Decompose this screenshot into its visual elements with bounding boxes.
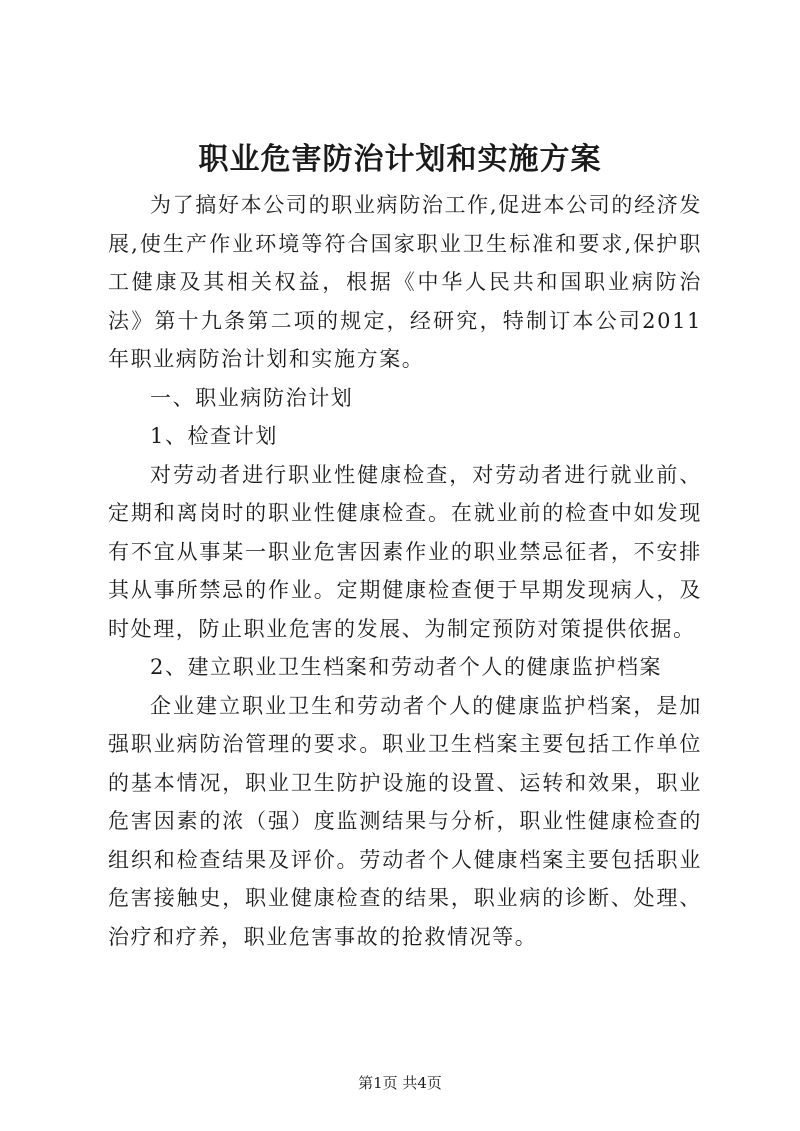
subsection-heading-2: 2、建立职业卫生档案和劳动者个人的健康监护档案 (150, 655, 663, 679)
checkup-paragraph: 对劳动者进行职业性健康检查，对劳动者进行就业前、定期和离岗时的职业性健康检查。在就业前的检查中如发现有不宜从事某一职业危害因素作业的职业禁忌征者，不安排其从事所禁忌的作业。定期健康检查便于早期发现病人，及时处理，防止职业危害的发展、为制定预防对策提供依据。 (108, 462, 702, 641)
page-footer: 第1页 共4页 (358, 1074, 442, 1092)
intro-paragraph: 为了搞好本公司的职业病防治工作,促进本公司的经济发展,使生产作业环境等符合国家职业卫生标准和要求,保护职工健康及其相关权益，根据《中华人民共和国职业病防治法》第十九条第二项的规定，经研究，特制订本公司2011年职业病防治计划和实施方案。 (108, 193, 702, 371)
section-heading-1: 一、职业病防治计划 (150, 385, 354, 410)
document-body (108, 186, 702, 956)
subsection-heading-1: 1、检查计划 (150, 424, 278, 448)
document-title: 职业危害防治计划和实施方案 (198, 142, 602, 177)
records-paragraph: 企业建立职业卫生和劳动者个人的健康监护档案，是加强职业病防治管理的要求。职业卫生档案主要包括工作单位的基本情况，职业卫生防护设施的设置、运转和效果，职业危害因素的浓（强）度监测结果与分析，职业性健康检查的组织和检查结果及评价。劳动者个人健康档案主要包括职业危害接触史，职业健康检查的结果，职业病的诊断、处理、治疗和疗养，职业危害事故的抢救情况等。 (108, 693, 702, 949)
